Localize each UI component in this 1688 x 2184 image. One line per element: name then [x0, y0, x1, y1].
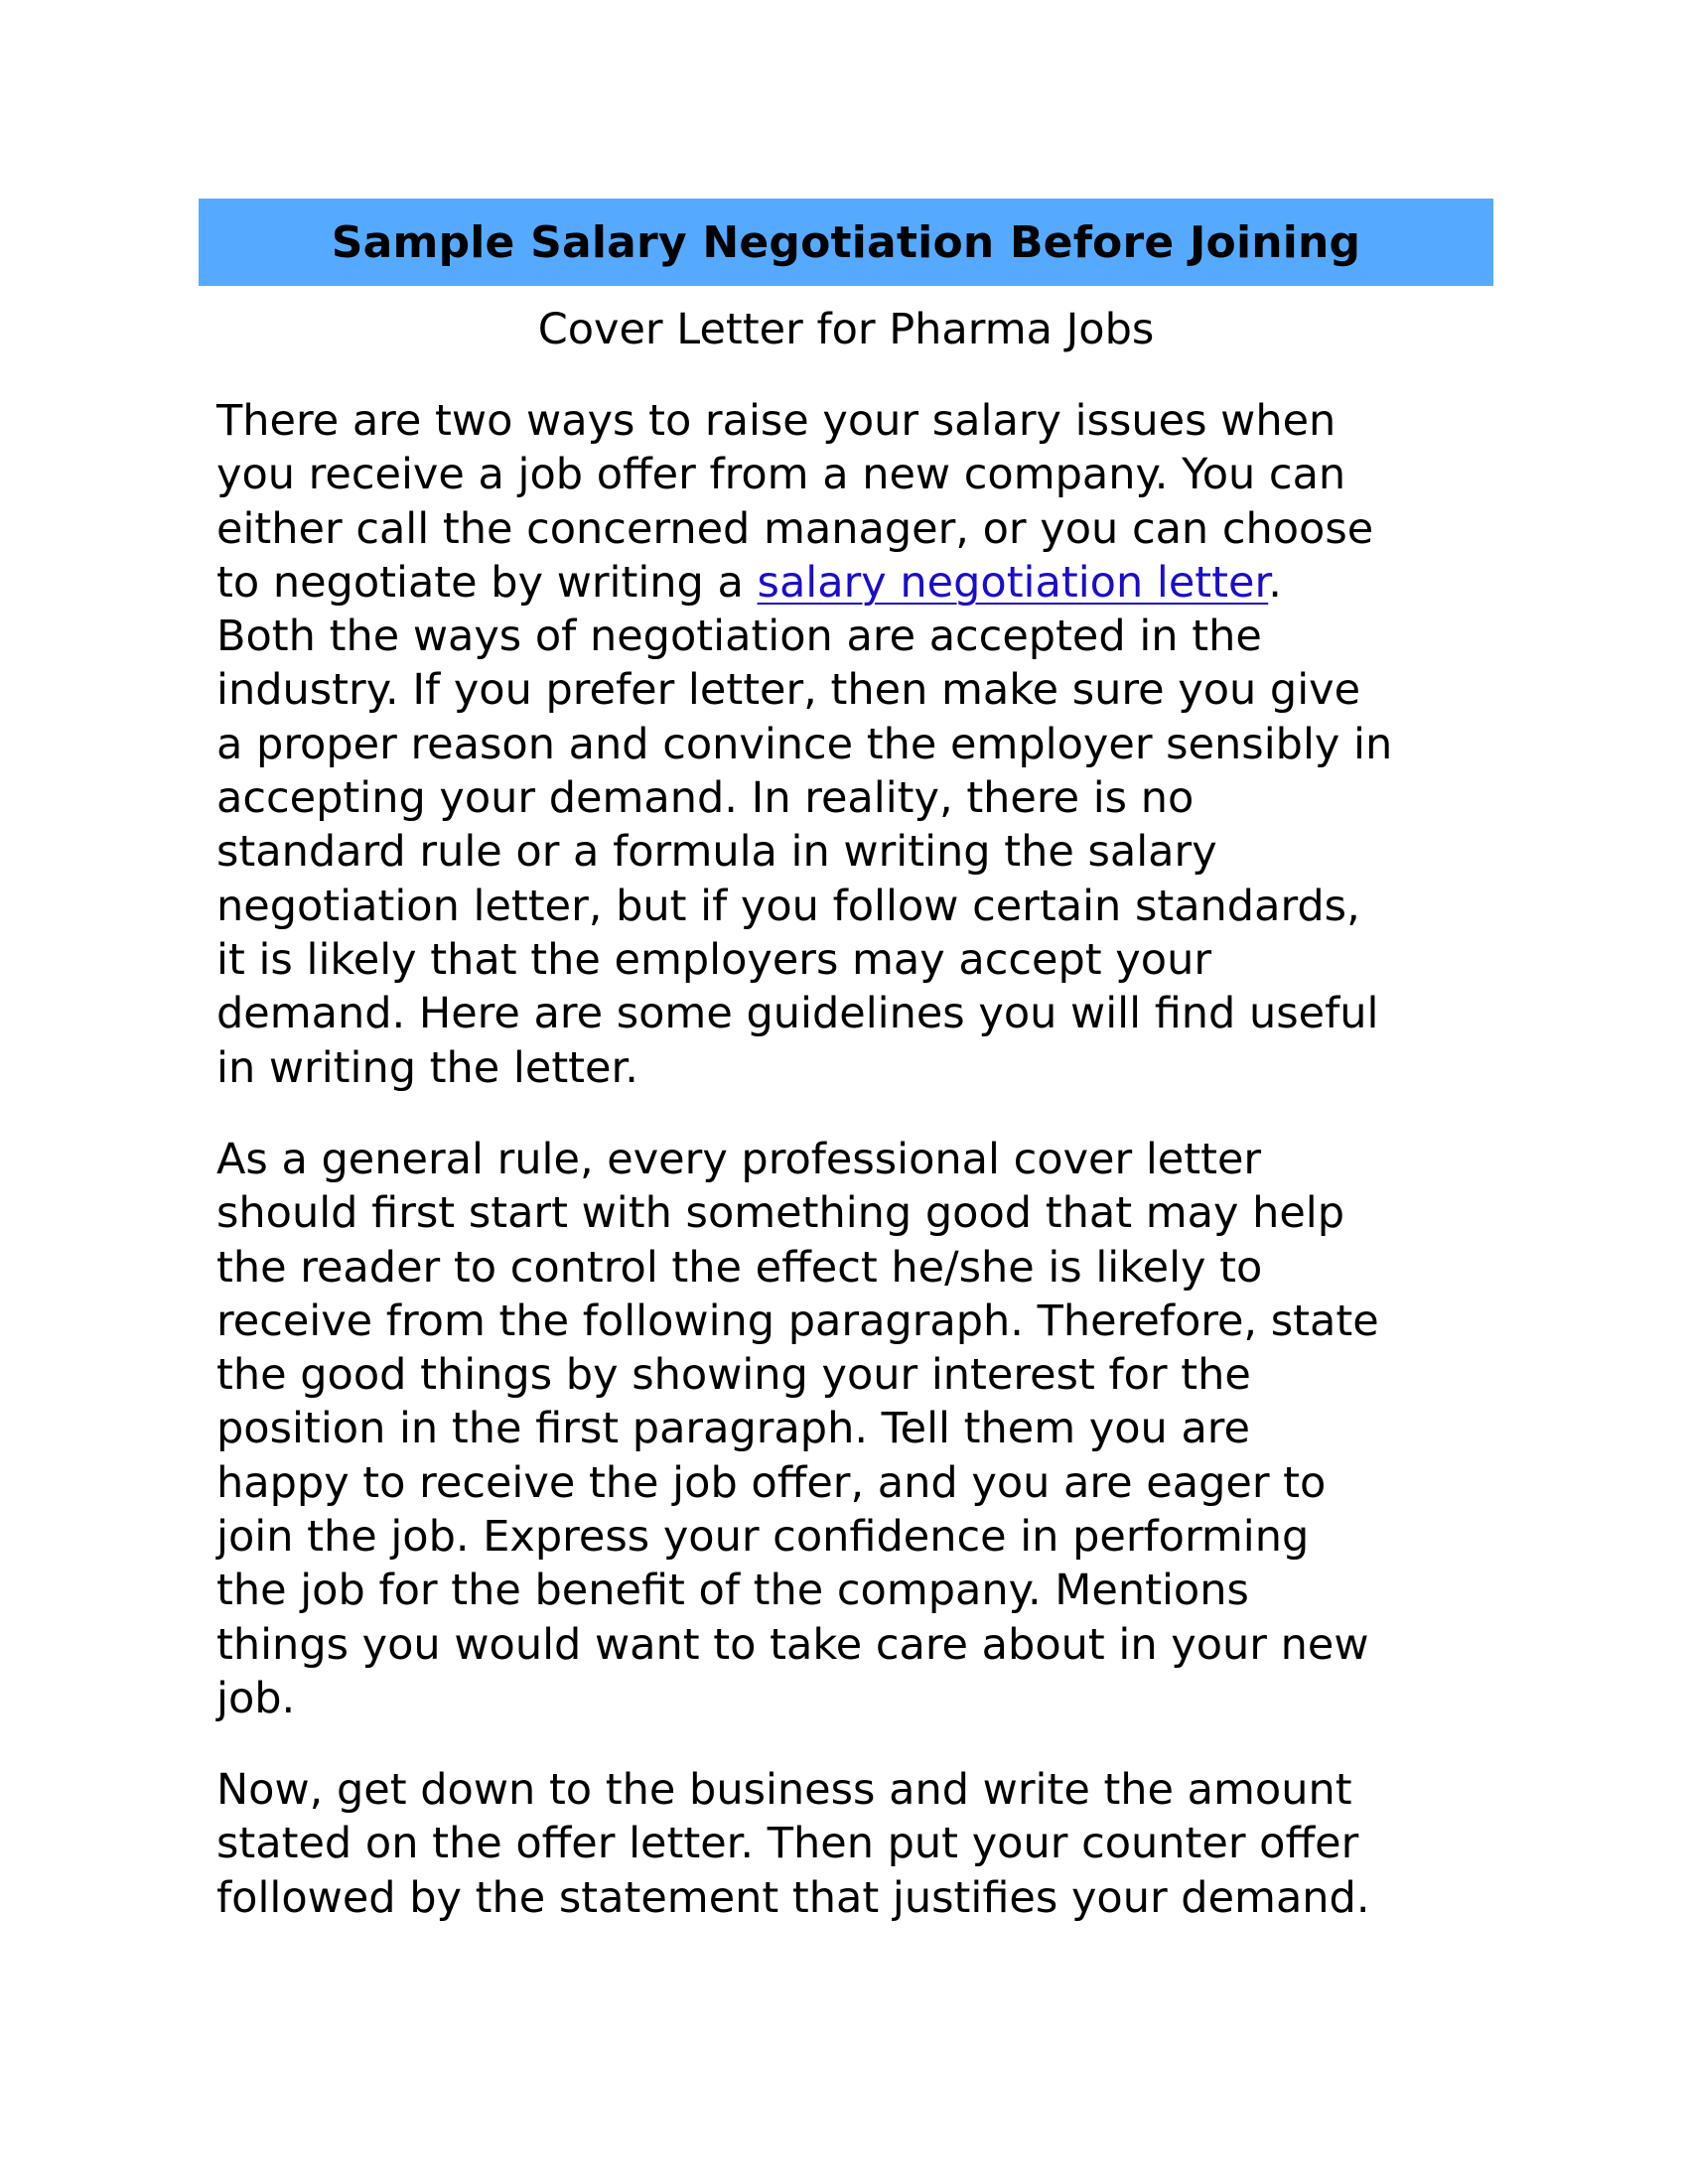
salary-negotiation-letter-link[interactable]: salary negotiation letter — [757, 557, 1269, 608]
text-line: As a general rule, every professional cover letter — [216, 1135, 1262, 1184]
text-line: happy to receive the job offer, and you are eager to — [216, 1457, 1327, 1508]
text-line: the job for the benefit of the company. Mentions — [216, 1566, 1249, 1616]
text-line: it is likely that the employers may accept your — [216, 934, 1211, 985]
text-line: join the job. Express your confidence in performing — [216, 1512, 1310, 1563]
text-line: receive from the following paragraph. Therefore, state — [216, 1296, 1379, 1346]
text-line: Both the ways of negotiation are accepted in the — [216, 612, 1262, 662]
text-line: you receive a job offer from a new company. You can — [216, 450, 1346, 500]
paragraph-intro — [216, 394, 1497, 1095]
text-line-with-link — [216, 556, 1497, 610]
text-line: standard rule or a formula in writing the salary — [216, 827, 1217, 878]
text-line: should first start with something good that may help — [216, 1188, 1345, 1239]
text-line: industry. If you prefer letter, then make sure you give — [216, 665, 1361, 716]
text-line: accepting your demand. In reality, there is no — [216, 773, 1195, 824]
text-fragment: to negotiate by writing a — [216, 557, 758, 608]
text-line: the reader to control the effect he/she is likely to — [216, 1242, 1263, 1293]
text-line: either call the concerned manager, or you can choose — [216, 503, 1374, 554]
text-line: the good things by showing your interest for the — [216, 1350, 1251, 1401]
text-line: negotiation letter, but if you follow certain standards, — [216, 881, 1360, 931]
text-line: There are two ways to raise your salary issues when — [216, 396, 1336, 446]
page-subtitle: Cover Letter for Pharma Jobs — [537, 305, 1155, 354]
title-banner — [199, 199, 1493, 286]
text-line: followed by the statement that justifies your demand. — [216, 1872, 1370, 1923]
page-title: Sample Salary Negotiation Before Joining — [331, 216, 1361, 268]
text-line: a proper reason and convince the employer sensibly in — [216, 719, 1393, 769]
text-line: position in the first paragraph. Tell them you are — [216, 1404, 1250, 1454]
paragraph-counter-offer — [216, 1763, 1497, 1925]
text-line: in writing the letter. — [216, 1042, 638, 1093]
text-line: demand. Here are some guidelines you will find useful — [216, 989, 1379, 1039]
text-fragment: . — [1268, 557, 1282, 608]
text-line: things you would want to take care about in your new — [216, 1619, 1369, 1670]
text-line: job. — [216, 1673, 296, 1723]
text-line: stated on the offer letter. Then put your counter offer — [216, 1819, 1359, 1869]
text-line: Now, get down to the business and write the amount — [216, 1765, 1352, 1815]
paragraph-general-rule — [216, 1133, 1497, 1725]
